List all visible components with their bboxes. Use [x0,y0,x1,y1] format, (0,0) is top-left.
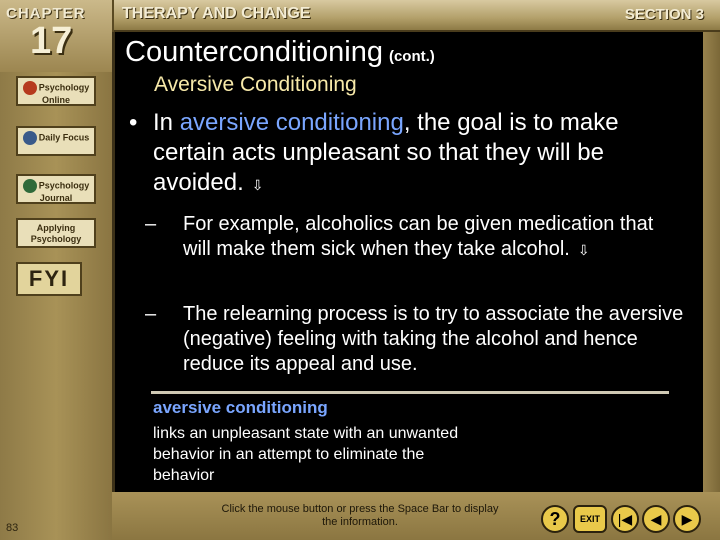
slide-title [125,36,435,69]
first-slide-button[interactable]: |◀ [611,505,639,533]
subpoint-marker: – [145,213,157,235]
subpoint-marker: – [145,303,157,325]
title-text: Counterconditioning [125,36,383,68]
globe-icon [23,81,37,95]
sidebar-item-label: Daily Focus [38,132,90,143]
sidebar-item-label: Psychology Online [38,82,90,105]
subpoint-text: The relearning process is to try to associate the aversive (negative) feeling with taking the alcohol and hence reduce its appeal and use. [183,303,684,375]
bullet-post: , the goal is to make certain acts unpleasant so that they will be avoided. [153,109,619,196]
right-frame [700,32,720,492]
next-slide-button[interactable]: ▶ [673,505,701,533]
previous-slide-button[interactable]: ◀ [642,505,670,533]
definition-text: links an unpleasant state with an unwanted behavior in an attempt to eliminate the behavior [153,425,459,484]
journal-icon [23,179,37,193]
bullet-pre: In [153,109,180,136]
applying-psychology-button[interactable] [16,218,96,248]
page-number: 83 [6,522,19,534]
psychology-online-button[interactable] [16,76,96,106]
slide-panel [112,32,703,492]
definition-term: aversive conditioning [153,398,328,417]
down-arrow-icon: ⇩ [577,242,590,258]
subpoint-2 [145,302,685,377]
chapter-tab [0,0,114,74]
main-bullet [129,108,689,200]
section-label: SECTION 3 [624,6,704,23]
chapter-number: 17 [30,20,73,62]
sidebar-item-label: Applying Psychology [30,223,82,244]
title-suffix: (cont.) [388,48,435,65]
exit-button[interactable]: EXIT [573,505,607,533]
key-term: aversive conditioning [179,109,404,136]
daily-focus-button[interactable] [16,126,96,156]
subpoint-1 [145,212,685,263]
bullet-marker: • [129,109,138,136]
subpoint-body: For example, alcoholics can be given medication that will make them sick when they take alcohol. [183,213,654,260]
telescope-icon [23,131,37,145]
sidebar [0,72,112,540]
subpoint-text [183,212,685,263]
navigation-hint: Click the mouse button or press the Space Bar to display the information. [221,503,499,528]
fyi-button[interactable]: FYI [16,262,82,296]
chapter-word: CHAPTER [6,5,86,22]
help-button[interactable]: ? [541,505,569,533]
slide-subtitle: Aversive Conditioning [154,73,357,96]
unit-title: THERAPY AND CHANGE [122,5,311,22]
sidebar-item-label: Psychology Journal [38,180,90,203]
down-arrow-icon: ⇩ [251,177,264,193]
bullet-text [153,108,689,200]
definition-divider [151,391,669,394]
psychology-journal-button[interactable] [16,174,96,204]
